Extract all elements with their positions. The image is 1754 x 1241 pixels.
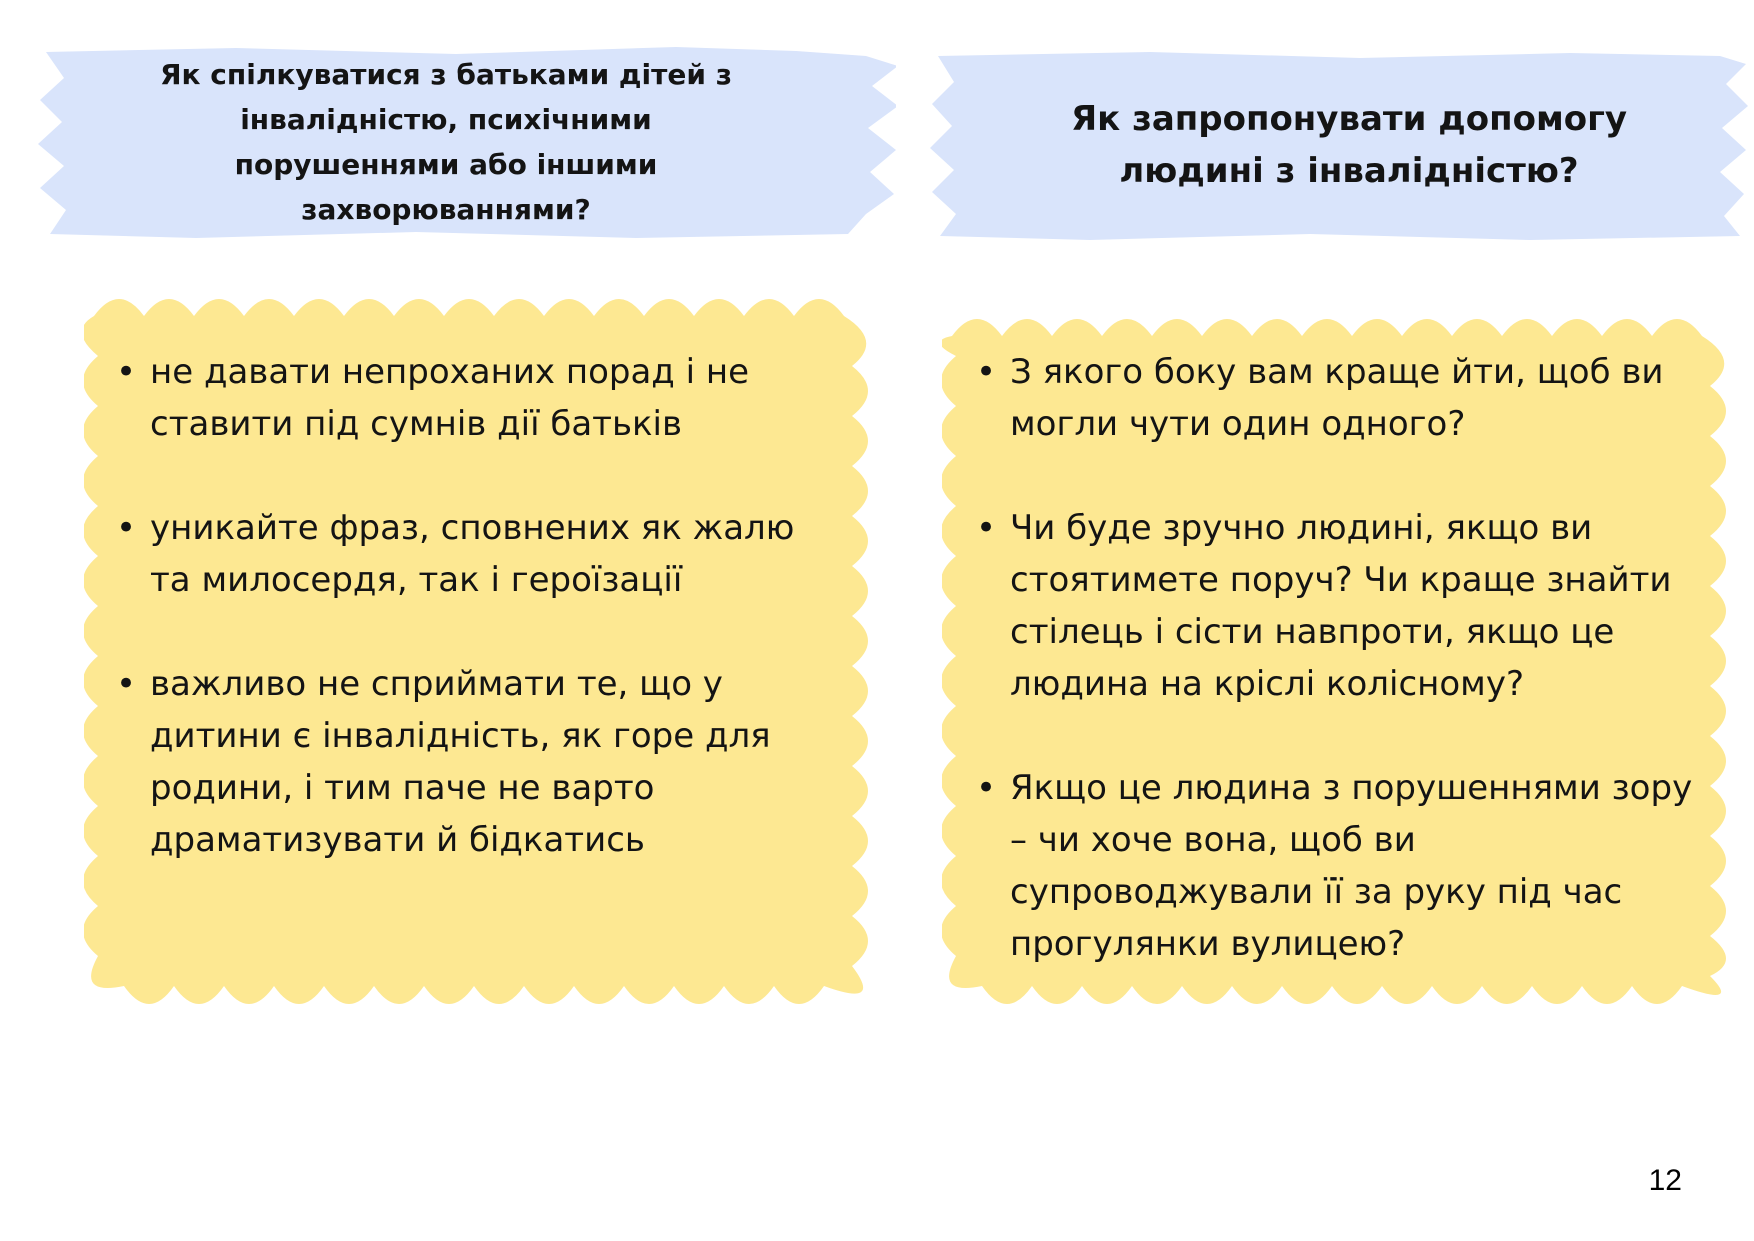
list-item-text: уникайте фраз, сповнених як жалю та милосердя, так і героїзації bbox=[150, 508, 795, 600]
list-item bbox=[116, 502, 836, 606]
bullet-icon: • bbox=[116, 508, 137, 548]
list-item-text: Якщо це людина з порушеннями зору – чи хоче вона, щоб ви супроводжували її за руку під час прогулянки вулицею? bbox=[1010, 768, 1693, 964]
list-item-text: Чи буде зручно людині, якщо ви стоятимете поруч? Чи краще знайти стілець і сісти навпроти, якщо це людина на кріслі колісному? bbox=[1010, 508, 1672, 704]
heading-banner-right bbox=[930, 50, 1748, 240]
list-item bbox=[976, 502, 1706, 710]
bullet-icon: • bbox=[976, 768, 997, 808]
list-item bbox=[976, 346, 1706, 450]
heading-banner-left bbox=[36, 44, 896, 240]
list-item-text: З якого боку вам краще йти, щоб ви могли чути один одного? bbox=[1010, 352, 1664, 444]
bullet-icon: • bbox=[116, 352, 137, 392]
heading-left: Як спілкуватися з батьками дітей з інвалідністю, психічними порушеннями або іншими захворюваннями? bbox=[159, 58, 733, 226]
bullet-icon: • bbox=[116, 664, 137, 704]
list-item bbox=[976, 762, 1706, 970]
list-item bbox=[116, 658, 836, 866]
list-item-text: важливо не сприймати те, що у дитини є інвалідність, як горе для родини, і тим паче не варто драматизувати й бідкатись bbox=[150, 664, 771, 860]
bullet-list-left bbox=[116, 346, 836, 866]
list-item-text: не давати непроханих порад і не ставити під сумнів дії батьків bbox=[150, 352, 750, 444]
page-number: 12 bbox=[1648, 1164, 1682, 1197]
bullet-icon: • bbox=[976, 352, 997, 392]
content-card-left bbox=[84, 296, 870, 1008]
list-item bbox=[116, 346, 836, 450]
content-card-right bbox=[942, 316, 1728, 1008]
bullet-list-right bbox=[976, 346, 1706, 970]
heading-right: Як запропонувати допомогу людині з інвалідністю? bbox=[1070, 99, 1628, 191]
bullet-icon: • bbox=[976, 508, 997, 548]
